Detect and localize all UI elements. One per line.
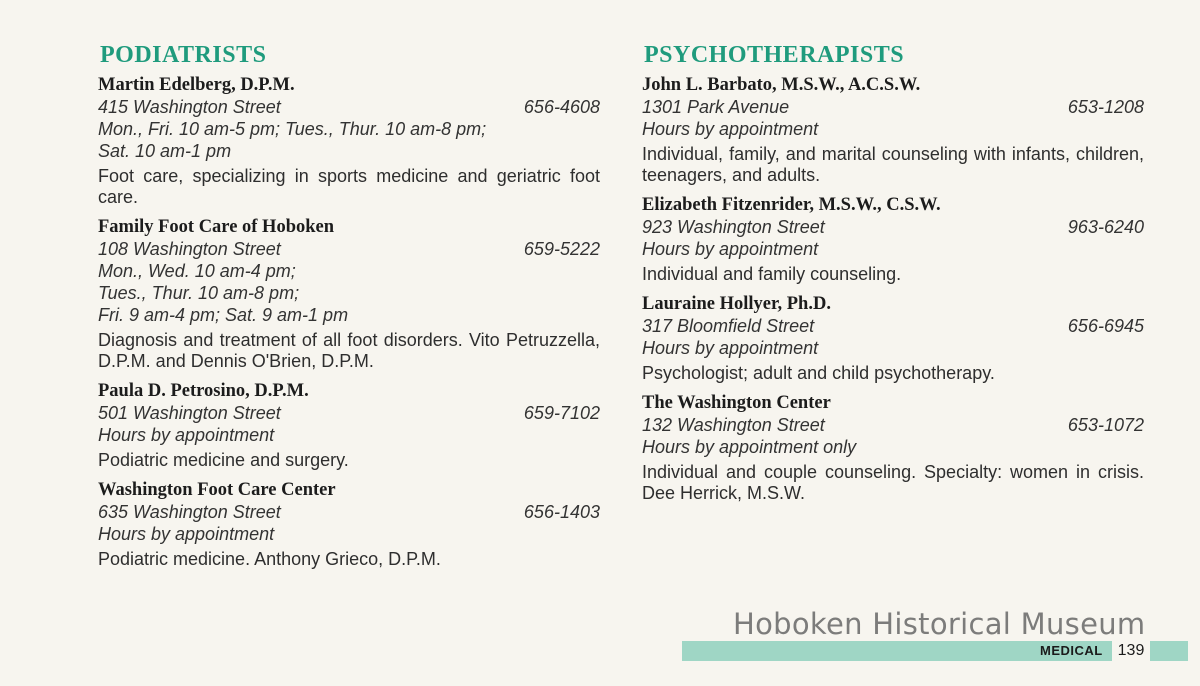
entry-hours: Mon., Wed. 10 am-4 pm;	[98, 261, 296, 281]
entry-address: 923 Washington Street	[642, 217, 825, 237]
directory-entry	[642, 194, 1144, 285]
entry-phone: 656-1403	[523, 502, 600, 522]
address-row	[642, 216, 1144, 238]
entry-description: Individual and couple counseling. Specialty: women in crisis. Dee Herrick, M.S.W.	[642, 462, 1144, 503]
directory-entry	[642, 392, 1144, 504]
entry-address: 415 Washington Street	[98, 97, 281, 117]
entry-hours: Mon., Fri. 10 am-5 pm; Tues., Thur. 10 am-8 pm;	[98, 119, 487, 139]
section-heading: PODIATRISTS	[100, 42, 267, 68]
entry-name: Martin Edelberg, D.P.M.	[98, 75, 295, 95]
entry-phone: 659-7102	[523, 403, 600, 423]
entry-name: Lauraine Hollyer, Ph.D.	[642, 294, 831, 314]
entry-phone: 656-4608	[523, 97, 600, 117]
directory-entry	[98, 216, 600, 372]
entry-hours: Hours by appointment	[642, 338, 819, 358]
entry-phone: 656-6945	[1067, 316, 1144, 336]
entry-hours: Fri. 9 am-4 pm; Sat. 9 am-1 pm	[98, 305, 349, 325]
entry-phone: 659-5222	[523, 239, 600, 259]
page-number: 139	[1112, 639, 1150, 663]
entry-name: Washington Foot Care Center	[98, 480, 336, 500]
watermark: Hoboken Historical Museum	[733, 607, 1146, 641]
address-row	[98, 402, 600, 424]
entry-description: Individual, family, and marital counseling with infants, children, teenagers, and adults.	[642, 144, 1144, 185]
entry-address: 1301 Park Avenue	[642, 97, 790, 117]
directory-entry	[642, 74, 1144, 186]
address-row	[642, 96, 1144, 118]
entry-phone: 653-1072	[1067, 415, 1144, 435]
entry-phone: 653-1208	[1067, 97, 1144, 117]
entry-address: 501 Washington Street	[98, 403, 281, 423]
entry-description: Foot care, specializing in sports medicine and geriatric foot care.	[98, 166, 600, 207]
entry-name: Elizabeth Fitzenrider, M.S.W., C.S.W.	[642, 195, 941, 215]
entry-address: 108 Washington Street	[98, 239, 281, 259]
entry-hours: Hours by appointment	[642, 239, 819, 259]
address-row	[98, 238, 600, 260]
entry-name: The Washington Center	[642, 393, 831, 413]
entry-hours: Hours by appointment	[642, 119, 819, 139]
entry-description: Diagnosis and treatment of all foot disorders. Vito Petruzzella, D.P.M. and Dennis O'Brien, D.P.M.	[98, 330, 600, 371]
entry-description: Psychologist; adult and child psychotherapy.	[642, 363, 995, 383]
footer-section-label: MEDICAL	[1032, 641, 1111, 661]
address-row	[98, 96, 600, 118]
directory-entry	[98, 479, 600, 570]
entry-hours: Tues., Thur. 10 am-8 pm;	[98, 283, 300, 303]
entry-description: Podiatric medicine. Anthony Grieco, D.P.M.	[98, 549, 441, 569]
entry-name: Paula D. Petrosino, D.P.M.	[98, 381, 309, 401]
address-row	[642, 414, 1144, 436]
entry-hours: Hours by appointment only	[642, 437, 857, 457]
address-row	[98, 501, 600, 523]
entry-name: Family Foot Care of Hoboken	[98, 217, 335, 237]
entry-hours: Hours by appointment	[98, 524, 275, 544]
entry-description: Individual and family counseling.	[642, 264, 902, 284]
address-row	[642, 315, 1144, 337]
psychotherapists-section	[642, 40, 1144, 512]
section-heading: PSYCHOTHERAPISTS	[644, 42, 905, 68]
entry-hours: Sat. 10 am-1 pm	[98, 141, 232, 161]
podiatrists-section	[98, 40, 600, 578]
entry-name: John L. Barbato, M.S.W., A.C.S.W.	[642, 75, 921, 95]
directory-entry	[98, 380, 600, 471]
directory-entry	[98, 74, 600, 208]
entry-phone: 963-6240	[1067, 217, 1144, 237]
entry-address: 132 Washington Street	[642, 415, 825, 435]
entry-address: 635 Washington Street	[98, 502, 281, 522]
entry-address: 317 Bloomfield Street	[642, 316, 815, 336]
directory-entry	[642, 293, 1144, 384]
entry-description: Podiatric medicine and surgery.	[98, 450, 349, 470]
entry-hours: Hours by appointment	[98, 425, 275, 445]
